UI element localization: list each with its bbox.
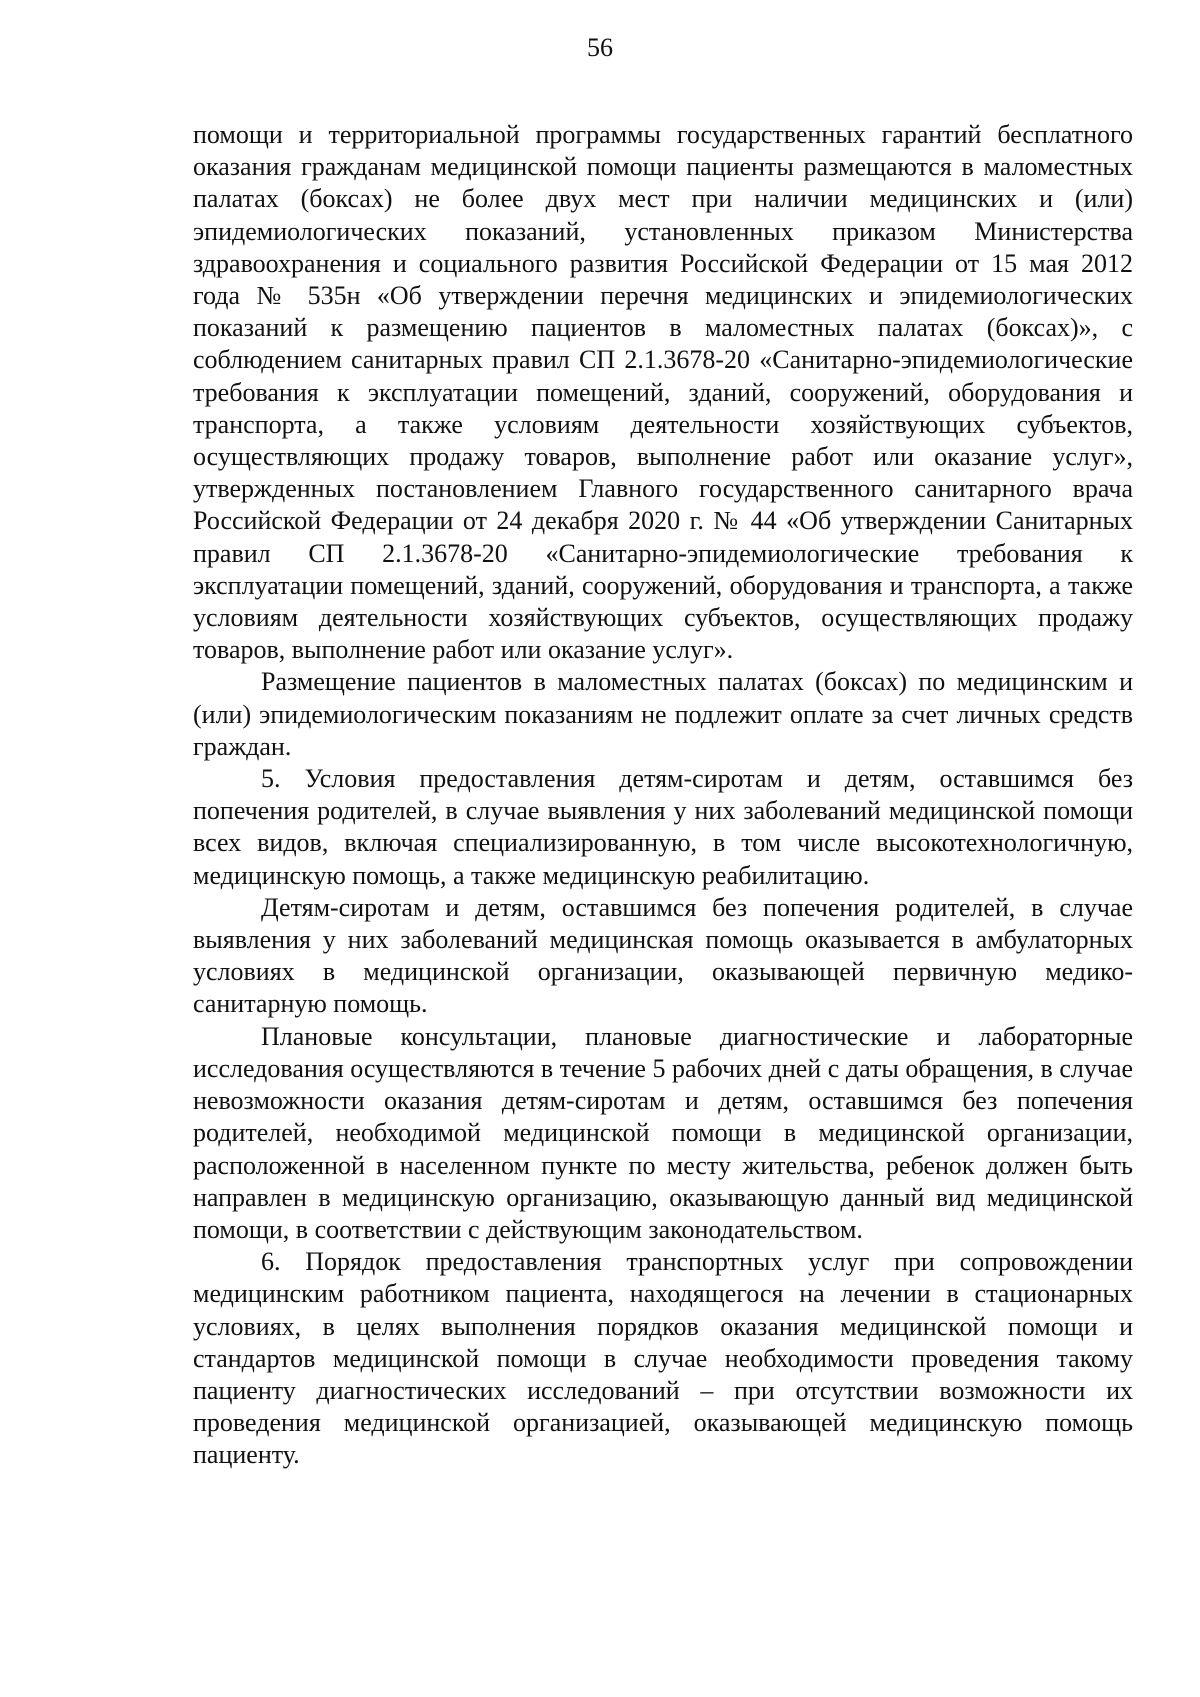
document-body xyxy=(193,119,1133,1472)
page-number: 56 xyxy=(587,33,613,62)
section-5-heading-paragraph: 5. Условия предоставления детям-сиротам и детям, оставшимся без попечения родителей, в случае выявления у них заболеваний медицинской помощи всех видов, включая специализированную, в том числе высокотехнологичную, медицинскую помощь, а также медицинскую реабилитацию. xyxy=(193,764,1133,890)
paragraph-placement-payment: Размещение пациентов в маломестных палатах (боксах) по медицинским и (или) эпидемиологическим показаниям не подлежит оплате за счет личных средств граждан. xyxy=(193,667,1133,761)
paragraph-continued: помощи и территориальной программы государственных гарантий бесплатного оказания гражданам медицинской помощи пациенты размещаются в маломестных палатах (боксах) не более двух мест при наличии медицинских и (или) эпидемиологических показаний, установленных приказом Министерства здравоохранения и социального развития Российской Федерации от 15 мая 2012 года № 535н «Об утверждении перечня медицинских и эпидемиологических показаний к размещению пациентов в маломестных палатах (боксах)», с соблюдением санитарных правил СП 2.1.3678-20 «Санитарно-эпидемиологические требования к эксплуатации помещений, зданий, сооружений, оборудования и транспорта, а также условиям деятельности хозяйствующих субъектов, осуществляющих продажу товаров, выполнение работ или оказание услуг», утвержденных постановлением Главного государственного санитарного врача Российской Федерации от 24 декабря 2020 г. № 44 «Об утверждении Санитарных правил СП 2.1.3678-20 «Санитарно-эпидемиологические требования к эксплуатации помещений, зданий, сооружений, оборудования и транспорта, а также условиям деятельности хозяйствующих субъектов, осуществляющих продажу товаров, выполнение работ или оказание услуг». xyxy=(193,120,1133,665)
paragraph-planned-consultations: Плановые консультации, плановые диагностические и лабораторные исследования осуществляются в течение 5 рабочих дней с даты обращения, в случае невозможности оказания детям-сиротам и детям, оставшимся без попечения родителей, необходимой медицинской помощи в медицинской организации, расположенной в населенном пункте по месту жительства, ребенок должен быть направлен в медицинскую организацию, оказывающую данный вид медицинской помощи, в соответствии с действующим законодательством. xyxy=(193,1021,1133,1244)
section-6-heading-paragraph: 6. Порядок предоставления транспортных услуг при сопровождении медицинским работником пациента, находящегося на лечении в стационарных условиях, в целях выполнения порядков оказания медицинской помощи и стандартов медицинской помощи в случае необходимости проведения такому пациенту диагностических исследований – при отсутствии возможности их проведения медицинской организацией, оказывающей медицинскую помощь пациенту. xyxy=(193,1247,1133,1470)
paragraph-orphans-outpatient: Детям-сиротам и детям, оставшимся без попечения родителей, в случае выявления у них заболеваний медицинская помощь оказывается в амбулаторных условиях в медицинской организации, оказывающей первичную медико-санитарную помощь. xyxy=(193,892,1133,1019)
